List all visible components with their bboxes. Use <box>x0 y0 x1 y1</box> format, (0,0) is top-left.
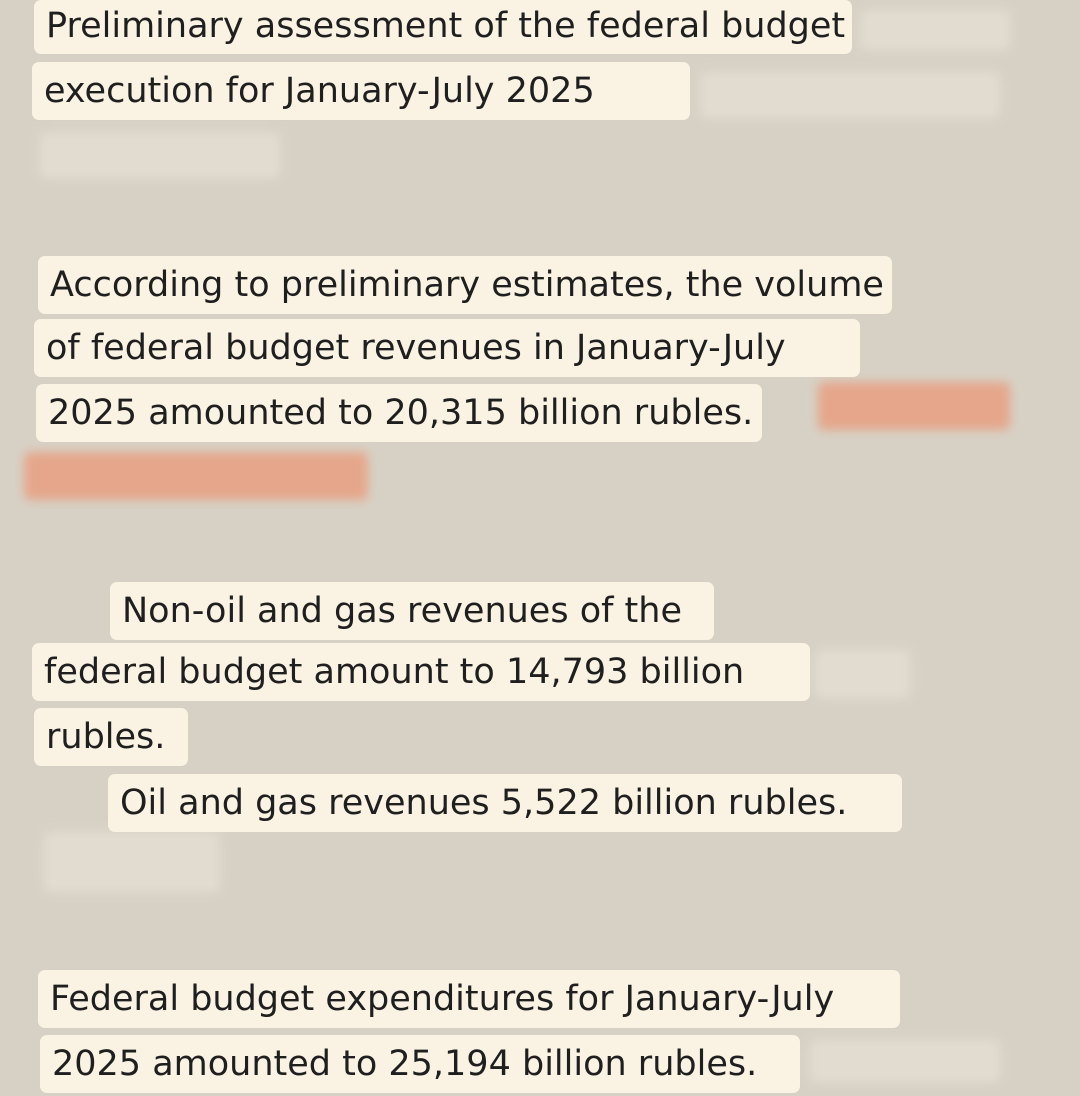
title-line-1: Preliminary assessment of the federal budget <box>34 0 852 54</box>
non-oil-line-2: federal budget amount to 14,793 billion <box>32 643 810 701</box>
title-line-2: execution for January-July 2025 <box>32 62 690 120</box>
revenues-line-1: According to preliminary estimates, the volume <box>38 256 892 314</box>
redaction-mark <box>24 452 368 500</box>
non-oil-line-3: rubles. <box>34 708 188 766</box>
blurred-text-remnant <box>860 10 1010 50</box>
expenditures-line-1: Federal budget expenditures for January-July <box>38 970 900 1028</box>
redaction-mark <box>818 382 1010 430</box>
blurred-text-remnant <box>810 1040 1000 1082</box>
blurred-text-remnant <box>815 650 910 698</box>
blurred-text-remnant <box>700 72 1000 118</box>
expenditures-line-2: 2025 amounted to 25,194 billion rubles. <box>40 1035 800 1093</box>
oil-gas-line: Oil and gas revenues 5,522 billion rubles. <box>108 774 902 832</box>
revenues-line-3: 2025 amounted to 20,315 billion rubles. <box>36 384 762 442</box>
non-oil-line-1: Non-oil and gas revenues of the <box>110 582 714 640</box>
revenues-line-2: of federal budget revenues in January-July <box>34 319 860 377</box>
blurred-text-remnant <box>40 132 280 178</box>
blurred-text-remnant <box>44 832 220 892</box>
